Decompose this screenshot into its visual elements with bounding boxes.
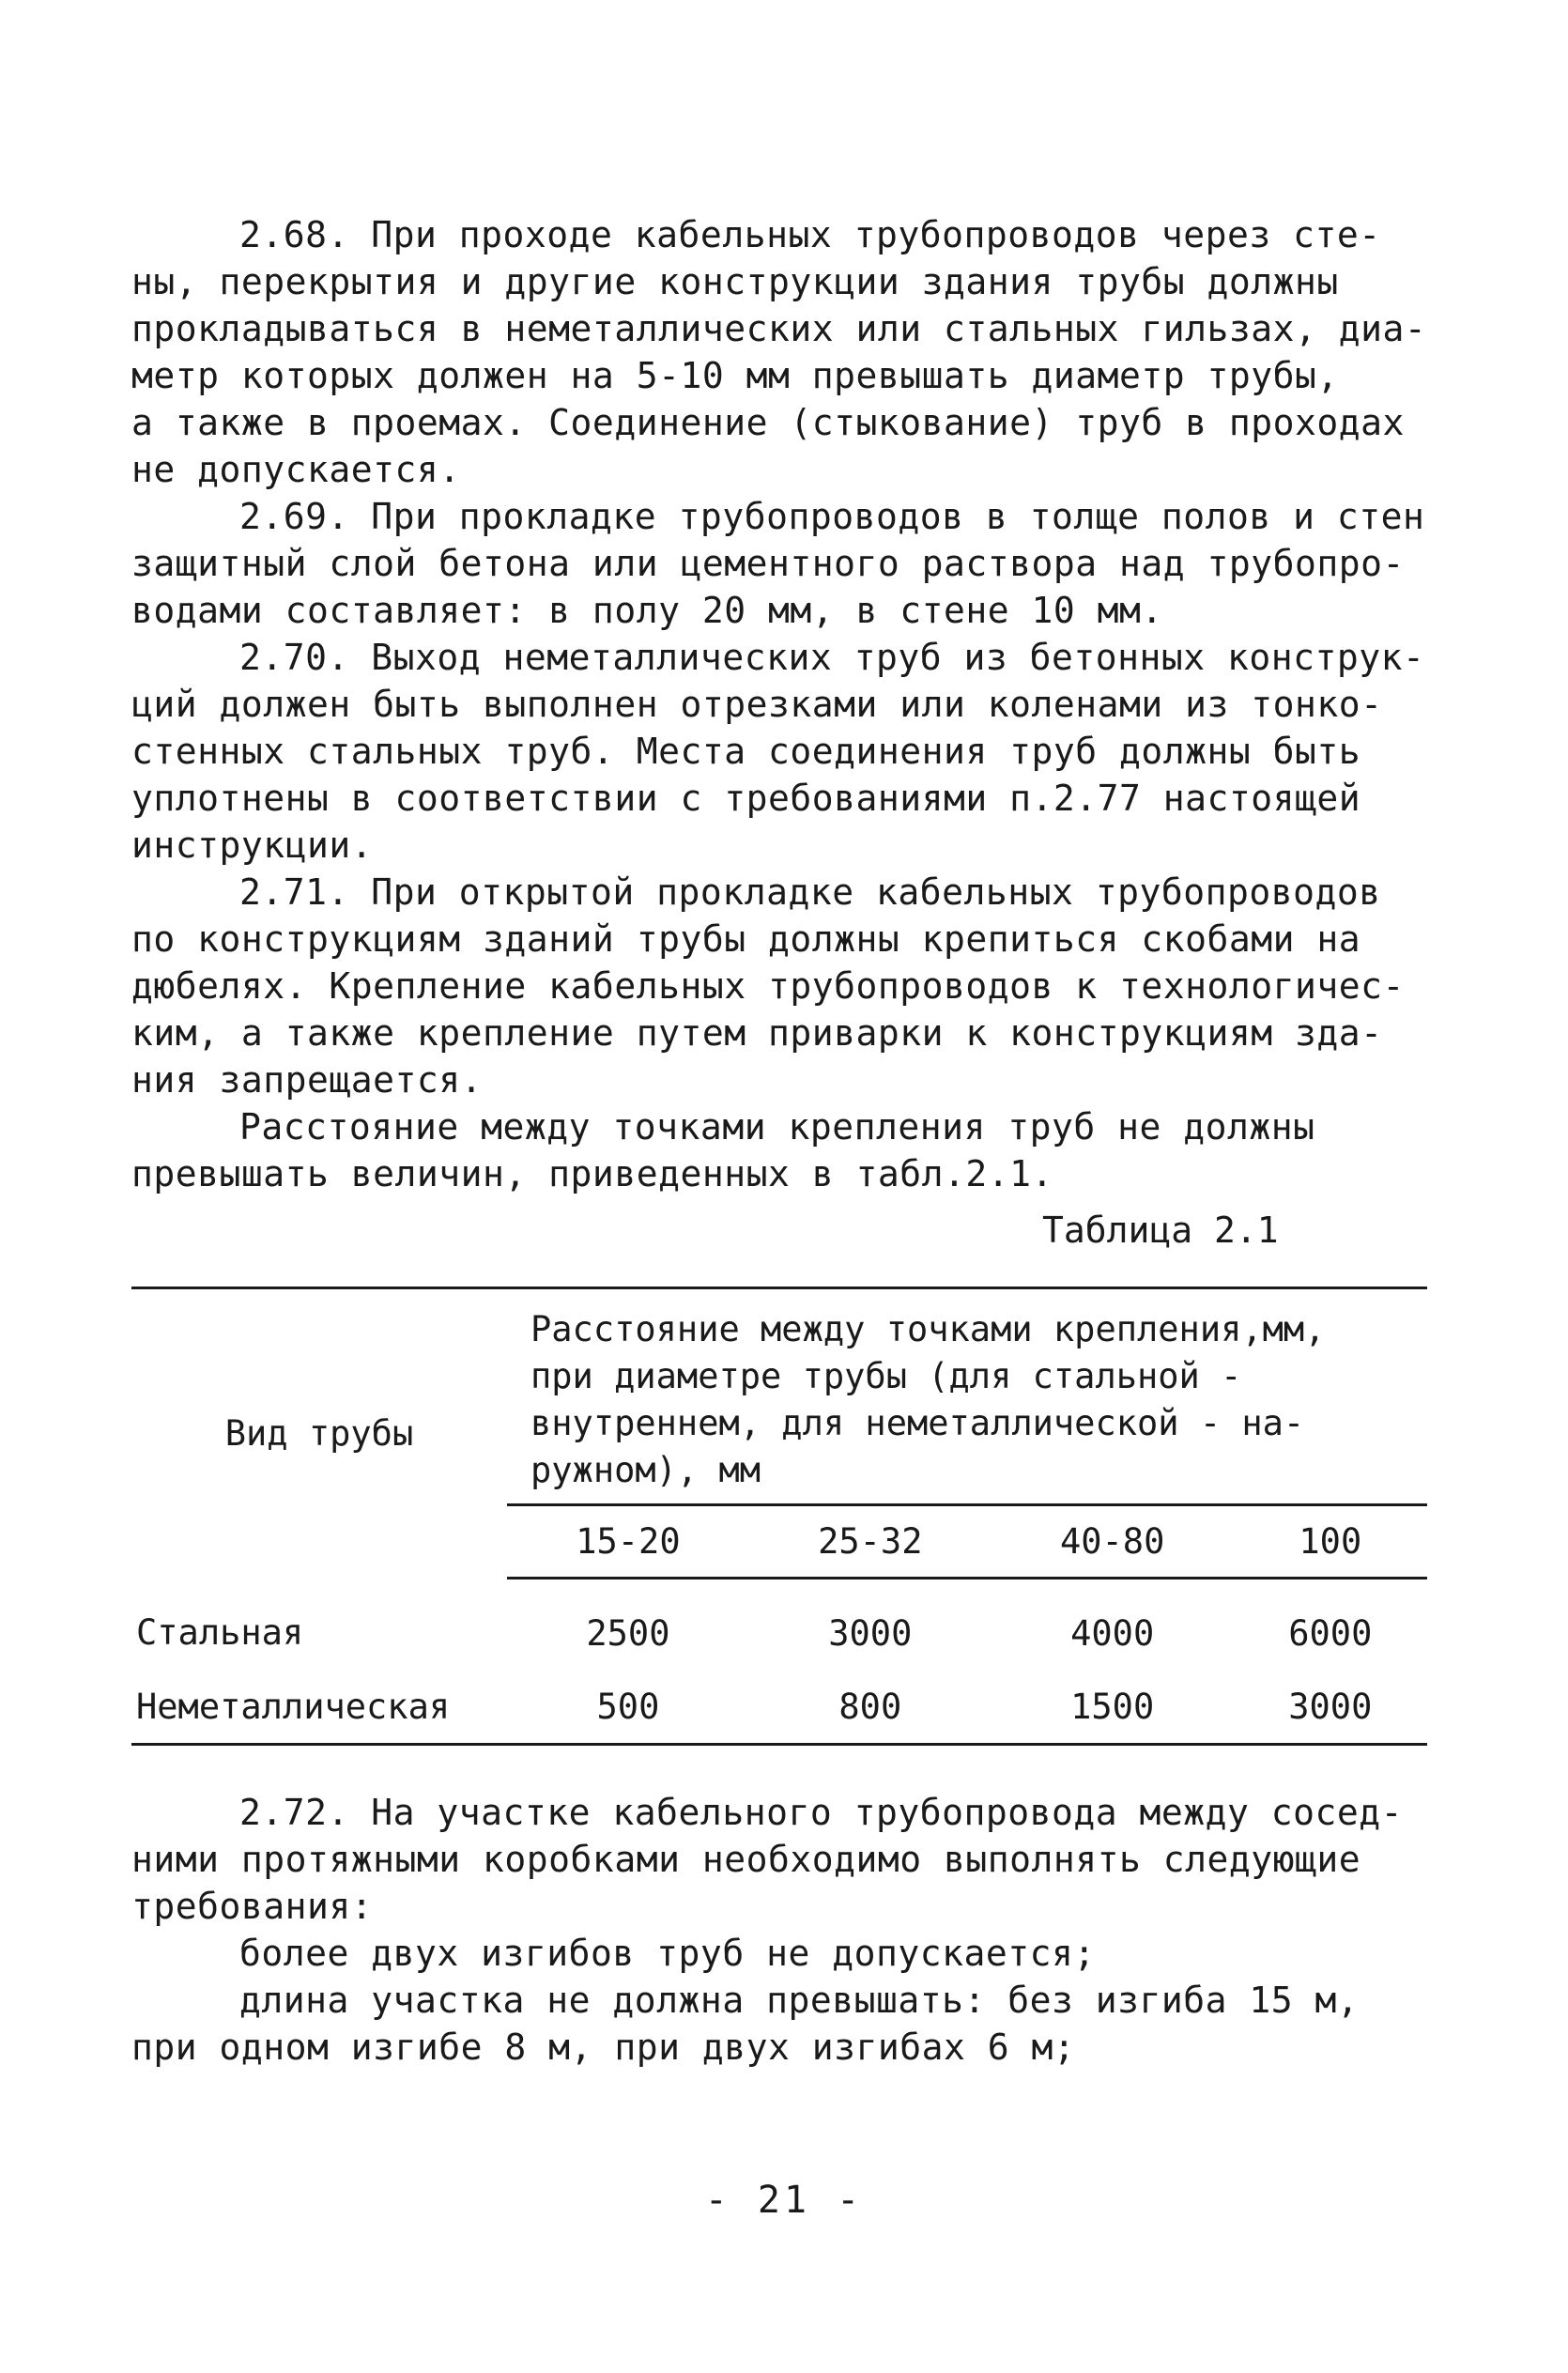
row-label: Стальная <box>136 1611 304 1653</box>
text-line: 2.71. При открытой прокладке кабельных трубопроводов <box>239 871 1381 913</box>
text-line: уплотнены в соответствии с требованиями п.2.77 настоящей <box>131 778 1361 819</box>
text-line: ким, а также крепление путем приварки к конструкциям зда- <box>131 1012 1383 1054</box>
paragraph-distance <box>131 1103 1427 1197</box>
diameter-header: 40-80 <box>992 1505 1234 1579</box>
text-line: защитный слой бетона или цементного раствора над трубопро- <box>131 543 1405 584</box>
paragraph-2-70 <box>131 634 1427 869</box>
col-header-distance: Расстояние между точками крепления,мм, при диаметре трубы (для стальной - внутреннем, для неметаллической - на- ружном), мм <box>507 1288 1427 1505</box>
table-row <box>131 1579 1427 1671</box>
text-line: ния запрещается. <box>131 1059 484 1101</box>
table-cell: 2500 <box>586 1612 670 1654</box>
row-label: Неметаллическая <box>131 1670 507 1745</box>
text-line: 2.68. При проходе кабельных трубопроводов через сте- <box>239 214 1381 255</box>
text-line: ними протяжными коробками необходимо выполнять следующие <box>131 1839 1361 1880</box>
text-line: Расстояние между точками крепления труб не должны <box>239 1106 1315 1148</box>
table-row <box>131 1670 1427 1745</box>
text-line: а также в проемах. Соединение (стыкование) труб в проходах <box>131 402 1405 443</box>
text-line: не допускается. <box>131 449 461 490</box>
text-line: при одном изгибе 8 м, при двух изгибах 6 м; <box>131 2026 1076 2068</box>
table-cell: 500 <box>507 1670 749 1745</box>
text-line: инструкции. <box>131 824 374 866</box>
text-block-bottom <box>131 1789 1427 2071</box>
text-line: стенных стальных труб. Места соединения труб должны быть <box>131 731 1361 772</box>
paragraph-2-68 <box>131 211 1427 493</box>
diameter-header: 15-20 <box>507 1505 749 1579</box>
table-cell: 6000 <box>1288 1612 1373 1654</box>
text-line: 2.70. Выход неметаллических труб из бетонных конструк- <box>239 637 1425 678</box>
table-cell: 4000 <box>1070 1612 1155 1654</box>
table-caption: Таблица 2.1 <box>1042 1210 1279 1251</box>
page-number: - 21 - <box>704 2179 864 2222</box>
paragraph-2-69 <box>131 493 1427 634</box>
text-line: ций должен быть выполнен отрезками или коленами из тонко- <box>131 684 1383 725</box>
table-cell: 3000 <box>828 1612 913 1654</box>
text-line: превышать величин, приведенных в табл.2.1. <box>131 1153 1053 1194</box>
text-line: по конструкциям зданий трубы должны крепиться скобами на <box>131 918 1361 960</box>
table-cell: 3000 <box>1234 1670 1427 1745</box>
paragraph-2-72 <box>131 1789 1427 1930</box>
text-block-top <box>131 211 1427 1197</box>
paragraph-2-71 <box>131 869 1427 1103</box>
diameter-header: 100 <box>1234 1505 1427 1579</box>
text-line: ны, перекрытия и другие конструкции здания трубы должны <box>131 261 1339 302</box>
text-line: 2.72. На участке кабельного трубопровода между сосед- <box>239 1792 1404 1833</box>
diameter-header: 25-32 <box>749 1505 992 1579</box>
paragraph-2-72-item-a <box>131 1930 1427 1977</box>
table-cell: 800 <box>749 1670 992 1745</box>
text-line: требования: <box>131 1886 374 1927</box>
col-header-pipe-type: Вид трубы <box>131 1288 507 1579</box>
table-2-1 <box>131 1287 1427 1746</box>
text-line: более двух изгибов труб не допускается; <box>239 1933 1096 1974</box>
text-line: длина участка не должна превышать: без изгиба 15 м, <box>239 1980 1360 2021</box>
text-line: прокладываться в неметаллических или стальных гильзах, диа- <box>131 308 1427 349</box>
paragraph-2-72-item-b <box>131 1977 1427 2071</box>
text-line: дюбелях. Крепление кабельных трубопроводов к технологичес- <box>131 965 1405 1007</box>
text-line: метр которых должен на 5-10 мм превышать диаметр трубы, <box>131 355 1339 396</box>
text-line: водами составляет: в полу 20 мм, в стене 10 мм. <box>131 590 1163 631</box>
text-line: 2.69. При прокладке трубопроводов в толще полов и стен <box>239 496 1425 537</box>
table-cell: 1500 <box>992 1670 1234 1745</box>
